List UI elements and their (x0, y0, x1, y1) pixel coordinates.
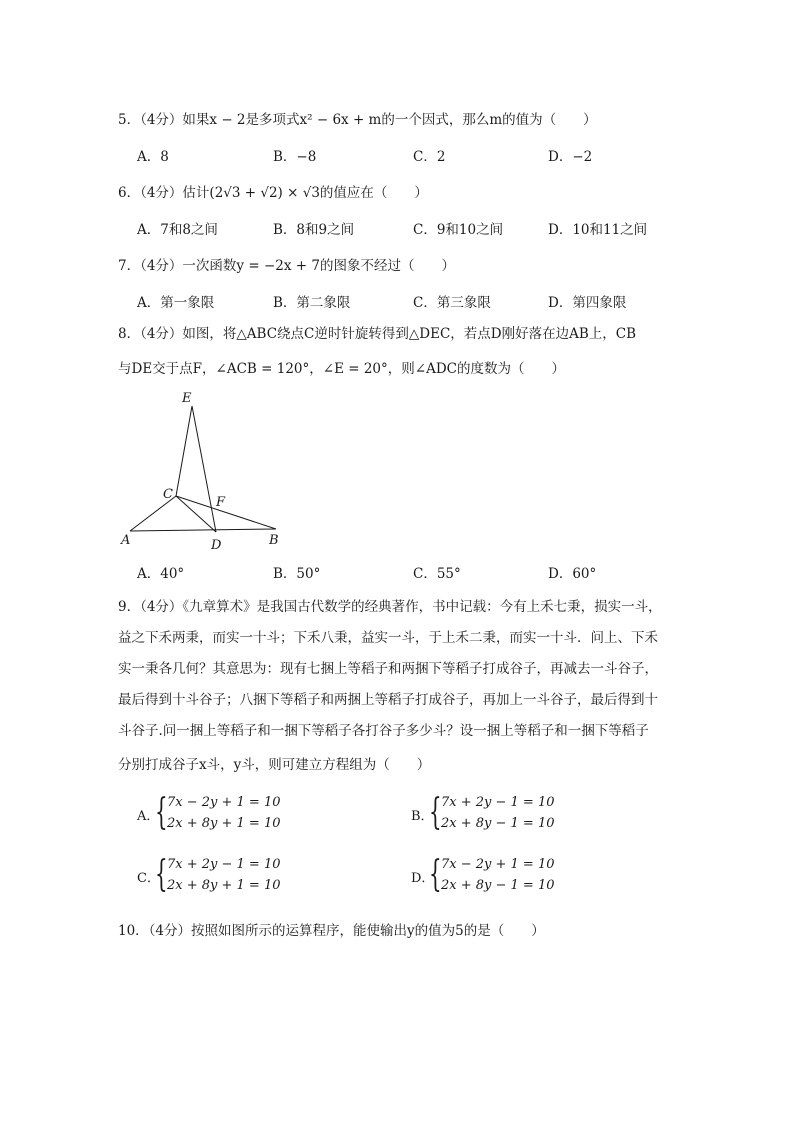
brace-icon: { (429, 792, 442, 833)
question-7-option-a: A．第一象限 (137, 295, 215, 311)
option-label: C． (137, 871, 160, 886)
question-6-stem: 6．（4分）估计(2√3 + √2) × √3的值应在（ ） (118, 185, 428, 201)
label-b: B (269, 533, 279, 548)
equation-2: 2x + 8y + 1 = 10 (167, 816, 281, 831)
question-9-line-6: 分别打成谷子x斗，y斗，则可建立方程组为（ ） (118, 757, 431, 773)
equation-1: 7x − 2y + 1 = 10 (441, 857, 555, 872)
label-f: F (216, 495, 226, 510)
option-label: D． (411, 871, 435, 886)
question-5-stem: 5．（4分）如果x − 2是多项式x² − 6x + m的一个因式，那么m的值为（ ） (118, 112, 597, 128)
label-d: D (211, 538, 222, 553)
equation-1: 7x − 2y + 1 = 10 (167, 795, 281, 810)
question-7-stem: 7．（4分）一次函数y = −2x + 7的图象不经过（ ） (118, 258, 455, 274)
brace-icon: { (429, 854, 442, 895)
question-7-option-b: B．第二象限 (273, 295, 351, 311)
label-a: A (121, 533, 131, 548)
question-6-option-a: A．7和8之间 (137, 222, 218, 238)
label-c: C (163, 487, 173, 502)
question-10-stem: 10．（4分）按照如图所示的运算程序，能使输出y的值为5的是（ ） (118, 923, 545, 939)
segment-e-c (176, 406, 192, 496)
question-8-stem-line-2: 与DE交于点F，∠ACB = 120°，∠E = 20°，则∠ADC的度数为（ ） (118, 361, 565, 377)
brace-icon: { (155, 792, 168, 833)
equation-2: 2x + 8y − 1 = 10 (441, 816, 555, 831)
question-6-option-d: D．10和11之间 (548, 222, 648, 238)
segment-c-b (176, 496, 276, 529)
question-9-line-1: 9．（4分）《九章算术》是我国古代数学的经典著作，书中记载：今有上禾七秉，损实一斗， (118, 599, 662, 615)
brace-icon: { (155, 854, 168, 895)
question-6-option-c: C．9和10之间 (413, 222, 504, 238)
equation-2: 2x + 8y + 1 = 10 (167, 878, 281, 893)
question-9-line-3: 实一秉各几何？其意思为：现有七捆上等稻子和两捆下等稻子打成谷子，再减去一斗谷子， (118, 661, 658, 677)
question-8-option-a: A．40° (137, 566, 185, 582)
question-8-option-d: D．60° (548, 566, 597, 582)
question-8-stem-line-1: 8．（4分）如图，将△ABC绕点C逆时针旋转得到△DEC，若点D刚好落在边AB上，CB (118, 326, 637, 342)
question-5-option-b: B．−8 (273, 149, 317, 165)
equation-1: 7x + 2y − 1 = 10 (441, 795, 555, 810)
triangle-rotation-figure (110, 385, 300, 555)
equation-1: 7x + 2y − 1 = 10 (167, 857, 281, 872)
question-6-option-b: B．8和9之间 (273, 222, 355, 238)
question-9-line-2: 益之下禾两秉，而实一十斗；下禾八秉，益实一斗，于上禾二秉，而实一十斗．问上、下禾 (118, 630, 658, 646)
question-5-option-d: D．−2 (548, 149, 593, 165)
question-7-option-c: C．第三象限 (413, 295, 491, 311)
question-7-option-d: D．第四象限 (548, 295, 627, 311)
question-9-line-5: 斗谷子.问一捆上等稻子和一捆下等稻子各打谷子多少斗？设一捆上等稻子和一捆下等稻子 (118, 723, 649, 739)
segment-a-b (130, 529, 276, 531)
question-5-option-c: C．2 (413, 149, 446, 165)
question-9-line-4: 最后得到十斗谷子；八捆下等稻子和两捆上等稻子打成谷子，再加上一斗谷子，最后得到十 (118, 692, 658, 708)
option-label: A． (137, 809, 160, 824)
option-label: B． (411, 809, 434, 824)
question-8-option-c: C．55° (413, 566, 461, 582)
question-8-option-b: B．50° (273, 566, 321, 582)
question-5-option-a: A．8 (137, 149, 169, 165)
label-e: E (182, 391, 192, 406)
equation-2: 2x + 8y − 1 = 10 (441, 878, 555, 893)
